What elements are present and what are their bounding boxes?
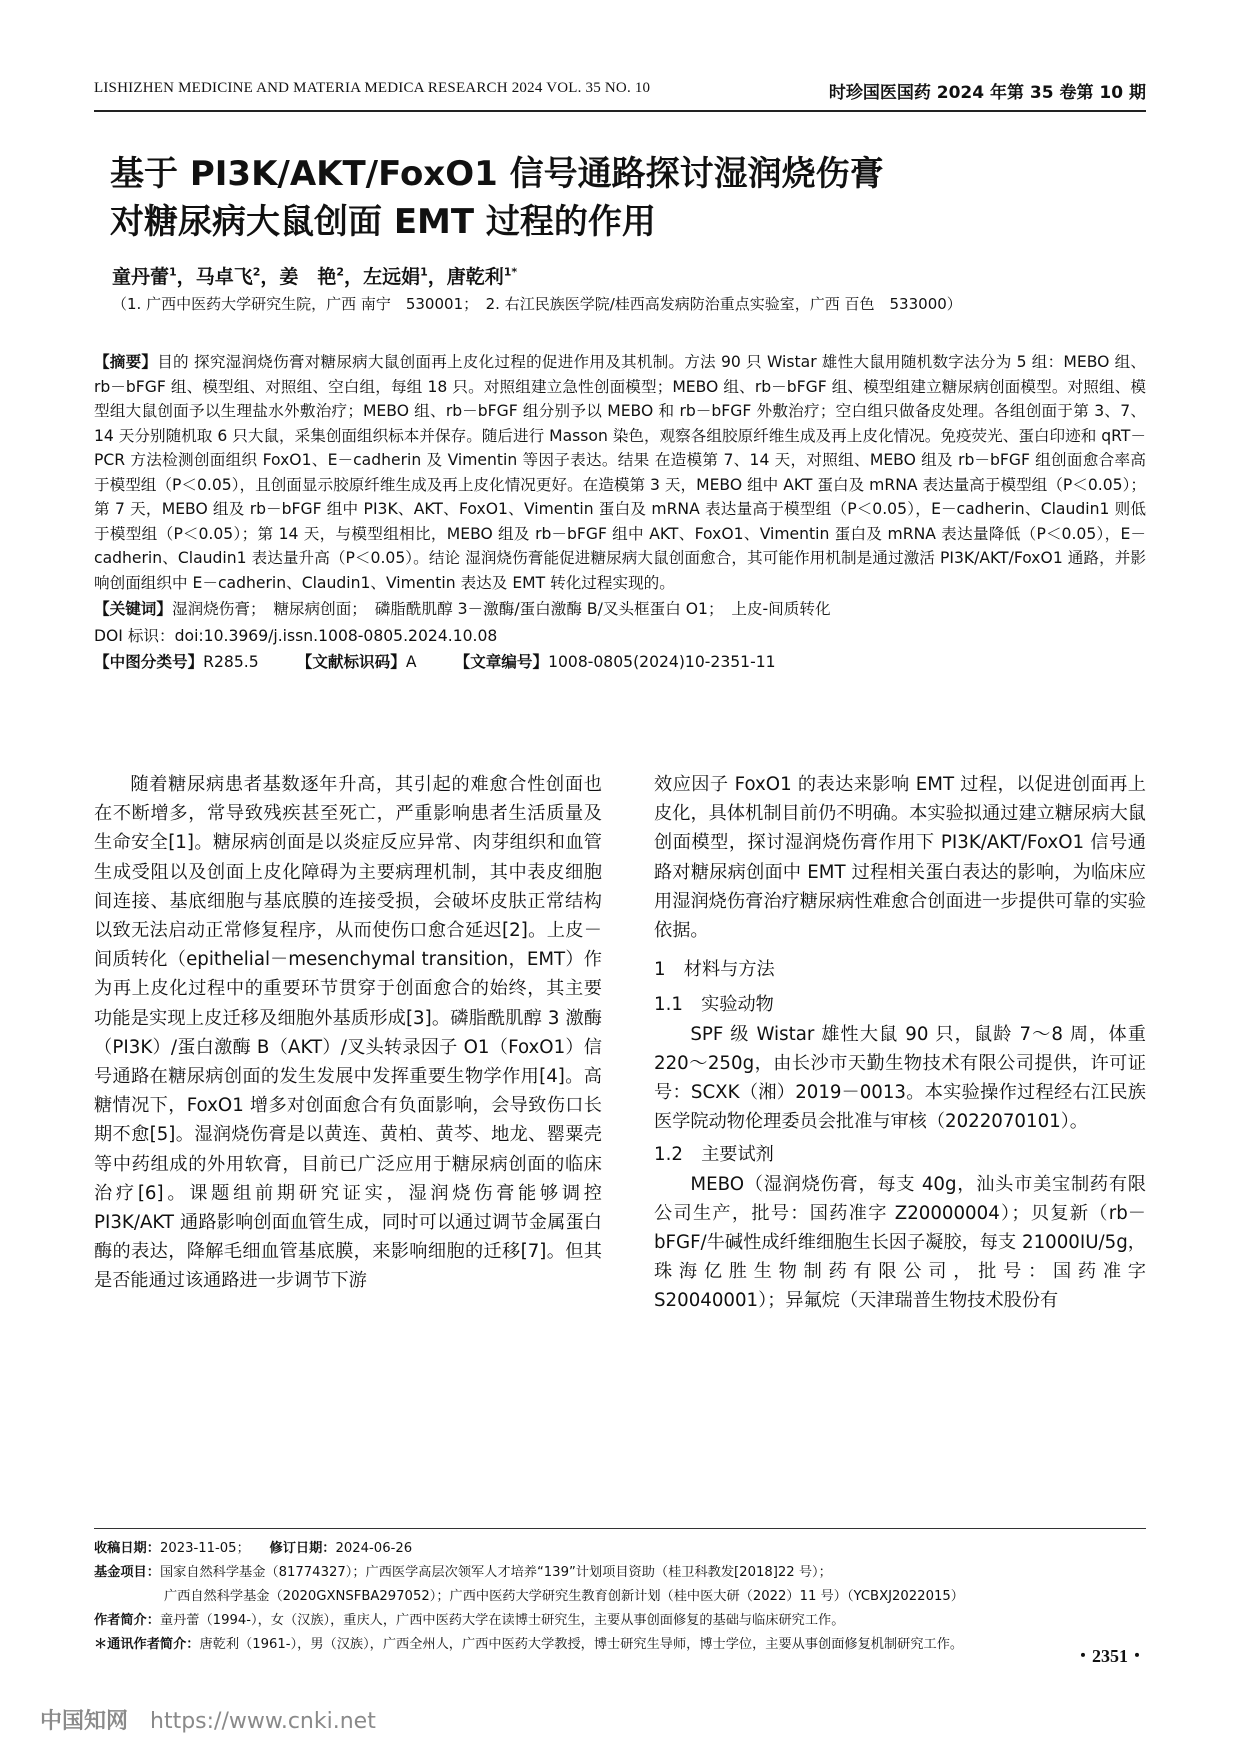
subsection-heading-animals: 1.1 实验动物 — [654, 994, 774, 1016]
revised-date: 2024-06-26 — [335, 1541, 413, 1556]
cnki-logo-text: 中国知网 — [40, 1709, 129, 1734]
intro-paragraph: 随着糖尿病患者基数逐年升高，其引起的难愈合性创面也在不断增多，常导致残疾甚至死亡，严重影响患者生活质量及生命安全[1]。糖尿病创面是以炎症反应异常、肉芽组织和血管生成受阻以及创面上皮化障碍为主要病理机制，其中表皮细胞间连接、基底细胞与基底膜的连接受损，会破坏皮肤正常结构以致无法启动正常修复程序，从而使伤口愈合延迟[2]。上皮－间质转化（epithelial－mesenchymal transition，EMT）作为再上皮化过程中的重要环节贯穿于创面愈合的始终，其主要功能是实现上皮迁移及细胞外基质形成[3]。磷脂酰肌醇 3 激酶（PI3K）/蛋白激酶 B（AKT）/叉头转录因子 O1（FoxO1）信号通路在糖尿病创面的发生发展中发挥重要生物学作用[4]。高糖情况下，FoxO1 增多对创面愈合有负面影响，会导致伤口长期不愈[5]。湿润烧伤膏是以黄连、黄柏、黄芩、地龙、罂粟壳等中药组成的外用软膏，目前已广泛应用于糖尿病创面的临床治疗[6]。课题组前期研究证实，湿润烧伤膏能够调控 PI3K/AKT 通路影响创面血管生成，同时可以通过调节金属蛋白酶的表达，降解毛细血管基底膜，来影响细胞的迁移[7]。但其是否能通过该通路进一步调节下游 — [94, 774, 602, 1292]
author-affil-mark: 2 — [252, 265, 261, 279]
author-name: 唐乾利 — [446, 266, 504, 288]
abstract-block — [94, 350, 1146, 675]
intro-paragraph-continued: 效应因子 FoxO1 的表达来影响 EMT 过程，以促进创面再上皮化，具体机制目前仍不明确。本实验拟通过建立糖尿病大鼠创面模型，探讨湿润烧伤膏作用下 PI3K/AKT/FoxO1 信号通路对糖尿病创面中 EMT 过程相关蛋白表达的影响，为临床应用湿润烧伤膏治疗糖尿病性难愈合创面进一步提供可靠的实验依据。 — [654, 774, 1146, 942]
page-number: ・2351・ — [1074, 1646, 1146, 1666]
cnki-url: https://www.cnki.net — [150, 1709, 376, 1734]
author-bio-label: 作者简介： — [94, 1613, 160, 1628]
classification-ids — [94, 650, 1146, 675]
author-bio-line — [94, 1609, 1146, 1633]
footnotes — [94, 1528, 1146, 1657]
author-name: 姜 艳 — [279, 266, 337, 288]
cnki-watermark — [40, 1704, 376, 1735]
article-no-label: 【文章编号】 — [454, 653, 549, 671]
abstract — [94, 350, 1146, 595]
author-affil-mark: 1 — [420, 265, 428, 279]
author-name: 童丹蕾 — [112, 266, 170, 288]
journal-name-chinese: 时珍国医国药 2024 年第 35 卷第 10 期 — [828, 83, 1146, 103]
fund-line-1 — [94, 1561, 1146, 1585]
doi — [94, 624, 1146, 649]
fund-text-1: 国家自然科学基金（81774327）；广西医学高层次领军人才培养“139”计划项目资助（桂卫科教发[2018]22 号）； — [159, 1565, 832, 1580]
author-affil-mark: 2 — [336, 265, 345, 279]
affiliations: （1. 广西中医药大学研究生院，广西 南宁 530001； 2. 右江民族医学院/桂西高发病防治重点实验室，广西 百色 533000） — [112, 295, 962, 313]
author-bio-text: 童丹蕾（1994-），女（汉族），重庆人，广西中医药大学在读博士研究生，主要从事创面修复的基础与临床研究工作。 — [159, 1613, 845, 1628]
author-affil-mark: 1 — [169, 265, 177, 279]
author-list: 童丹蕾$^1$，马卓飞$^2$，姜 艳$^2$，左远娟$^1$，唐乾利$^{1*}$ — [112, 265, 518, 288]
abstract-label: 【摘要】 — [94, 353, 158, 371]
clc-code — [94, 650, 259, 675]
journal-name-english: LISHIZHEN MEDICINE AND MATERIA MEDICA RESEARCH 2024 VOL. 35 NO. 10 — [94, 80, 651, 96]
doi-label: DOI 标识： — [94, 626, 175, 645]
title-line-1: 基于 PI3K/AKT/FoxO1 信号通路探讨湿润烧伤膏 — [110, 154, 884, 194]
fund-label: 基金项目： — [94, 1565, 160, 1580]
article-title — [110, 150, 1010, 246]
doc-code-label: 【文献标识码】 — [296, 653, 406, 671]
clc-label: 【中图分类号】 — [94, 653, 204, 671]
clc-value: R285.5 — [203, 653, 259, 671]
dates-line — [94, 1537, 1146, 1561]
fund-line-2: 广西自然科学基金（2020GXNSFBA297052）；广西中医药大学研究生教育创新计划（桂中医大研（2022）11 号）（YCBXJ2022015） — [164, 1589, 964, 1604]
document-code — [297, 650, 417, 675]
revised-label: 修订日期： — [269, 1541, 336, 1556]
keywords — [94, 597, 1146, 622]
author-name: 马卓飞 — [195, 266, 253, 288]
received-date: 2023-11-05； — [159, 1541, 244, 1556]
body-column-left — [94, 770, 602, 1296]
title-line-2: 对糖尿病大鼠创面 EMT 过程的作用 — [110, 202, 656, 242]
received-label: 收稿日期： — [94, 1541, 160, 1556]
abstract-text: 目的 探究湿润烧伤膏对糖尿病大鼠创面再上皮化过程的促进作用及其机制。方法 90 只 Wistar 雄性大鼠用随机数字法分为 5 组：MEBO 组、rb－bFGF 组、模型组、对照组、空白组，每组 18 只。对照组建立急性创面模型；MEBO 组、rb－bFGF 组、模型组建立糖尿病创面模型。对照组、模型组大鼠创面予以生理盐水外敷治疗；MEBO 组、rb－bFGF 组分别予以 MEBO 和 rb－bFGF 外敷治疗；空白组只做备皮处理。各组创面于第 3、7、14 天分别随机取 6 只大鼠，采集创面组织标本并保存。随后进行 Masson 染色，观察各组胶原纤维生成及再上皮化情况。免疫荧光、蛋白印迹和 qRT－PCR 方法检测创面组织 FoxO1、E－cadherin 及 Vimentin 等因子表达。结果 在造模第 7、14 天，对照组、MEBO 组及 rb－bFGF 组创面愈合率高于模型组（P＜0.05），且创面显示胶原纤维生成及再上皮化情况更好。在造模第 3 天，MEBO 组中 AKT 蛋白及 mRNA 表达量高于模型组（P＜0.05）；第 7 天，MEBO 组及 rb－bFGF 组中 PI3K、AKT、FoxO1、Vimentin 蛋白及 mRNA 表达量高于模型组（P＜0.05），E－cadherin、Claudin1 则低于模型组（P＜0.05）；第 14 天，与模型组相比，MEBO 组及 rb－bFGF 组中 AKT、FoxO1、Vimentin 蛋白及 mRNA 表达量降低（P＜0.05），E－cadherin、Claudin1 表达量升高（P＜0.05）。结论 湿润烧伤膏能促进糖尿病大鼠创面愈合，其可能作用机制是通过激活 PI3K/AKT/FoxO1 通路，并影响创面组织中 E－cadherin、Claudin1、Vimentin 表达及 EMT 转化过程实现的。 — [94, 353, 1146, 592]
corresponding-text: 唐乾利（1961-），男（汉族），广西全州人，广西中医药大学教授，博士研究生导师，博士学位，主要从事创面修复机制研究工作。 — [199, 1637, 964, 1652]
author-affil-mark: 1* — [503, 265, 518, 279]
author-name: 左远娟 — [363, 266, 421, 288]
reagents-paragraph: MEBO（湿润烧伤膏，每支 40g，汕头市美宝制药有限公司生产，批号：国药准字 Z20000004）；贝复新（rb－bFGF/牛碱性成纤维细胞生长因子凝胶，每支 21000IU/5g，珠海亿胜生物制药有限公司，批号：国药准字 S20040001）；异氟烷（天津瑞普生物技术股份有 — [654, 1173, 1146, 1312]
subsection-heading-reagents: 1.2 主要试剂 — [654, 1144, 774, 1166]
doc-code-value: A — [405, 653, 417, 671]
article-number — [455, 650, 776, 675]
section-heading-methods: 1 材料与方法 — [654, 959, 775, 981]
animals-paragraph: SPF 级 Wistar 雄性大鼠 90 只，鼠龄 7～8 周，体重 220～250g，由长沙市天勤生物技术有限公司提供，许可证号：SCXK（湘）2019－0013。本实验操作过程经右江民族医学院动物伦理委员会批准与审核（2022070101）。 — [654, 1023, 1146, 1133]
body-column-right — [654, 770, 1146, 1316]
corresponding-label: ＊通讯作者简介： — [94, 1637, 200, 1652]
doi-value: doi:10.3969/j.issn.1008-0805.2024.10.08 — [174, 626, 498, 645]
keywords-label: 【关键词】 — [94, 600, 172, 618]
running-head — [94, 70, 1146, 112]
keywords-text: 湿润烧伤膏； 糖尿病创面； 磷脂酰肌醇 3－激酶/蛋白激酶 B/叉头框蛋白 O1； 上皮-间质转化 — [171, 600, 831, 618]
article-no-value: 1008-0805(2024)10-2351-11 — [548, 653, 776, 671]
corresponding-author-line — [94, 1633, 1146, 1657]
